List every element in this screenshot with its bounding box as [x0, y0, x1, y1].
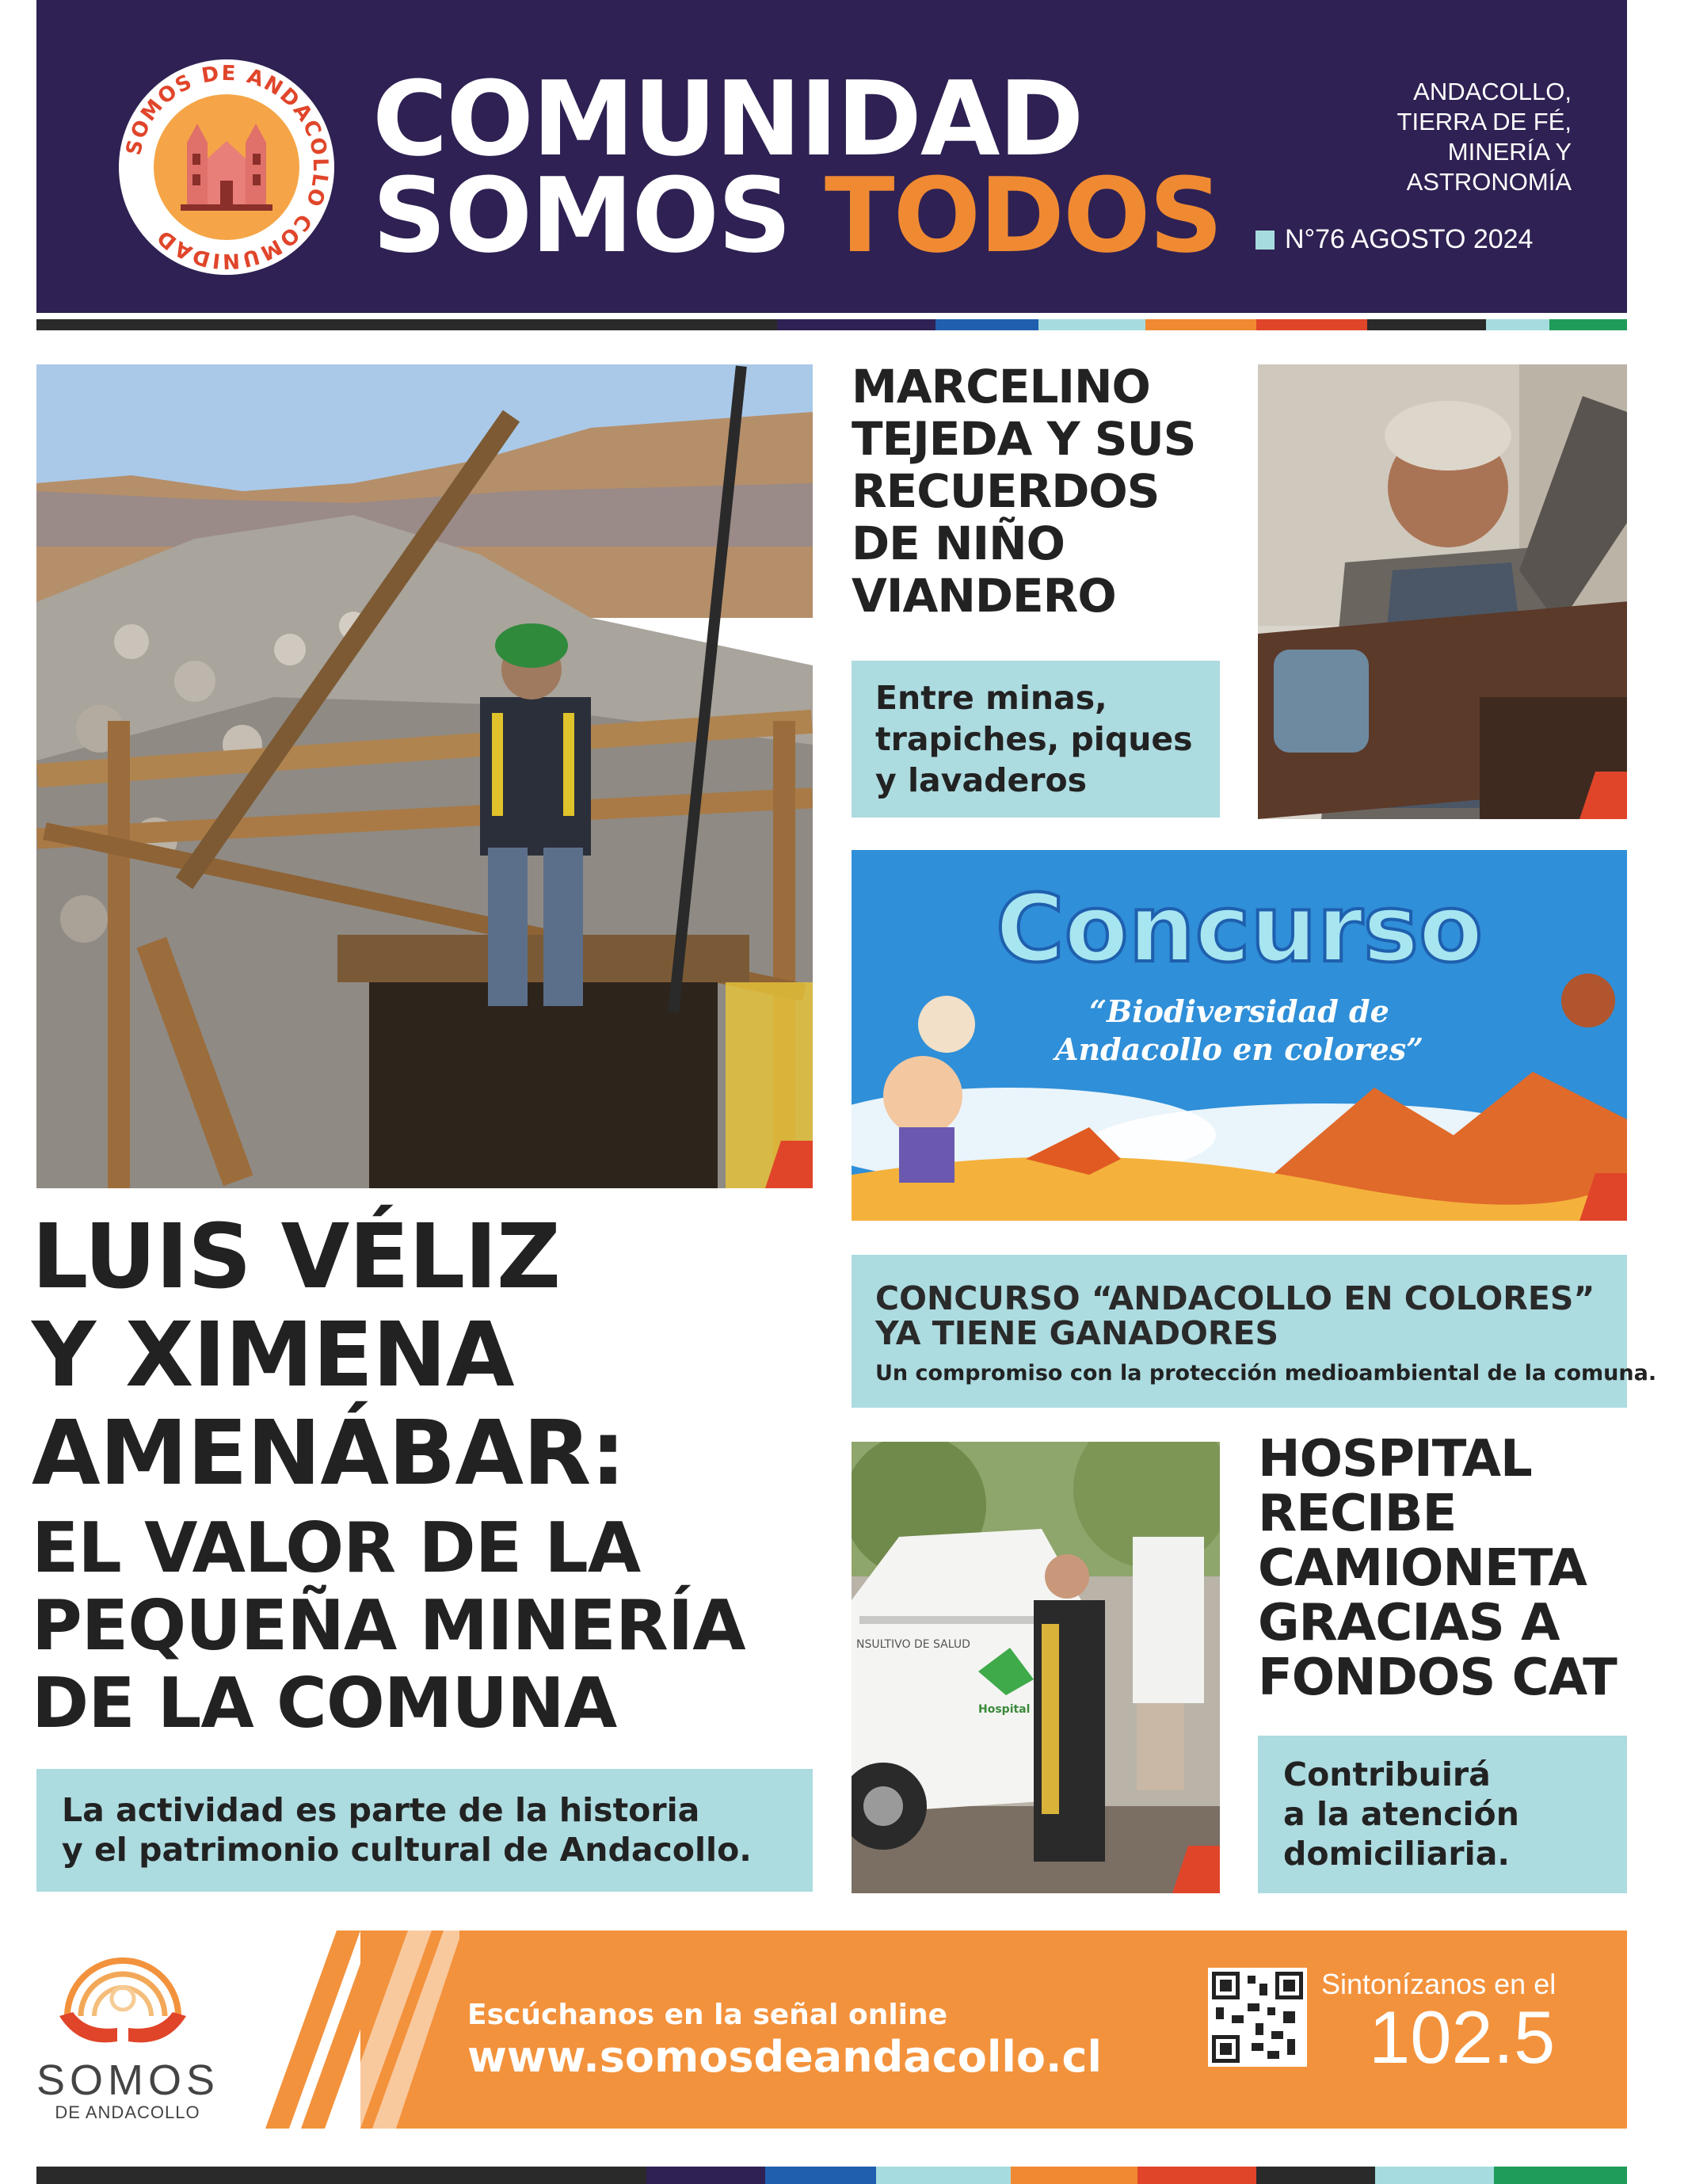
corner-stripe-deco	[765, 1141, 813, 1188]
hospital-summary-line: domiciliaria.	[1283, 1835, 1510, 1873]
elderly-man-portrait-image	[1258, 364, 1627, 819]
masthead-title-line2	[372, 155, 1222, 276]
marcelino-photo	[1258, 364, 1627, 819]
color-stripe-top	[36, 319, 1627, 330]
footer-tune-label: Sintonízanos en el	[1321, 1968, 1557, 2000]
concurso-headline-line: YA TIENE GANADORES	[875, 1314, 1279, 1352]
marcelino-headline-line: RECUERDOS	[852, 464, 1160, 518]
marcelino-summary	[875, 677, 1193, 801]
marcelino-headline-line: DE NIÑO	[852, 516, 1065, 570]
concurso-banner-subtitle-line: “Biodiversidad de	[1089, 993, 1389, 1029]
truck-logo-text: Hospital	[978, 1703, 1031, 1716]
main-story-photo	[36, 364, 813, 1188]
truck-door-text: NSULTIVO DE SALUD	[856, 1638, 970, 1651]
main-subheadline-line: PEQUEÑA MINERÍA	[32, 1585, 745, 1666]
main-headline-line: LUIS VÉLIZ	[32, 1206, 561, 1309]
concurso-banner	[852, 850, 1627, 1221]
corner-stripe-deco	[1172, 1846, 1220, 1893]
main-summary-line: La actividad es parte de la historia	[62, 1791, 700, 1829]
main-headline-line: AMENÁBAR:	[32, 1402, 626, 1505]
hospital-headline-line: HOSPITAL	[1258, 1430, 1532, 1488]
concurso-banner-title: Concurso	[995, 874, 1484, 983]
issue-number: N°76 AGOSTO 2024	[1285, 224, 1534, 254]
footer-diagonal-stripes	[253, 1931, 459, 2129]
main-subheadline-line: DE LA COMUNA	[32, 1663, 617, 1744]
hospital-summary	[1283, 1755, 1519, 1873]
main-headline-line: Y XIMENA	[32, 1304, 514, 1407]
main-summary-line: y el patrimonio cultural de Andacollo.	[62, 1831, 752, 1869]
hospital-summary-line: Contribuirá	[1283, 1755, 1491, 1793]
masthead-title-line1: COMUNIDAD	[372, 59, 1083, 179]
hospital-headline-line: FONDOS CAT	[1258, 1648, 1617, 1707]
hospital-headline-line: CAMIONETA	[1258, 1539, 1587, 1598]
masthead-tagline	[1318, 77, 1572, 197]
footer-logo-main: SOMOS	[36, 2056, 220, 2104]
marcelino-headline	[852, 360, 1195, 622]
mining-scene-image	[36, 364, 813, 1188]
church-icon	[181, 119, 272, 212]
marcelino-headline-line: MARCELINO	[852, 360, 1150, 414]
main-headline	[32, 1208, 625, 1503]
footer-logo-sub: DE ANDACOLLO	[55, 2102, 200, 2122]
corner-stripe-deco	[1579, 1173, 1627, 1221]
concurso-banner-subtitle	[852, 993, 1627, 1069]
tagline-line: TIERRA DE FÉ,	[1397, 108, 1572, 135]
tagline-line: ASTRONOMÍA	[1406, 168, 1572, 196]
masthead-title-todos: TODOS	[824, 155, 1222, 276]
concurso-headline	[875, 1281, 1595, 1351]
main-subheadline-line: EL VALOR DE LA	[32, 1507, 641, 1588]
main-subheadline	[32, 1509, 745, 1742]
hospital-truck-blessing-image	[852, 1442, 1220, 1893]
concurso-summary: Un compromiso con la protección medioambiental de la comuna.	[875, 1361, 1657, 1385]
issue-square-icon	[1256, 231, 1275, 250]
somos-radio-logo-icon	[55, 1929, 190, 2048]
marcelino-summary-line: trapiches, piques	[875, 720, 1193, 758]
footer-listen-label: Escúchanos en la señal online	[467, 1999, 948, 2031]
marcelino-summary-line: y lavaderos	[875, 761, 1088, 799]
footer-website-link[interactable]: www.somosdeandacollo.cl	[467, 2032, 1102, 2082]
hospital-summary-line: a la atención	[1283, 1795, 1519, 1833]
qr-code-icon[interactable]	[1208, 1968, 1307, 2067]
concurso-headline-line: CONCURSO “ANDACOLLO EN COLORES”	[875, 1279, 1595, 1317]
marcelino-headline-line: TEJEDA Y SUS	[852, 412, 1196, 466]
hospital-headline-line: RECIBE	[1258, 1485, 1457, 1543]
tagline-line: MINERÍA Y	[1447, 138, 1572, 166]
marcelino-summary-line: Entre minas,	[875, 679, 1107, 717]
hospital-photo	[852, 1442, 1220, 1893]
hospital-headline-line: GRACIAS A	[1258, 1594, 1560, 1652]
hospital-headline	[1258, 1432, 1617, 1706]
color-stripe-bottom	[36, 2167, 1627, 2184]
main-summary	[62, 1790, 752, 1870]
corner-stripe-deco	[1579, 772, 1627, 819]
marcelino-headline-line: VIANDERO	[852, 569, 1116, 623]
footer-frequency: 102.5	[1369, 1995, 1556, 2079]
masthead-title-somos: SOMOS	[372, 155, 791, 276]
concurso-banner-subtitle-line: Andacollo en colores”	[1055, 1031, 1423, 1067]
seal-text: SOMOS DE ANDACOLLO COMUNIDAD	[121, 61, 333, 273]
tagline-line: ANDACOLLO,	[1413, 78, 1572, 105]
